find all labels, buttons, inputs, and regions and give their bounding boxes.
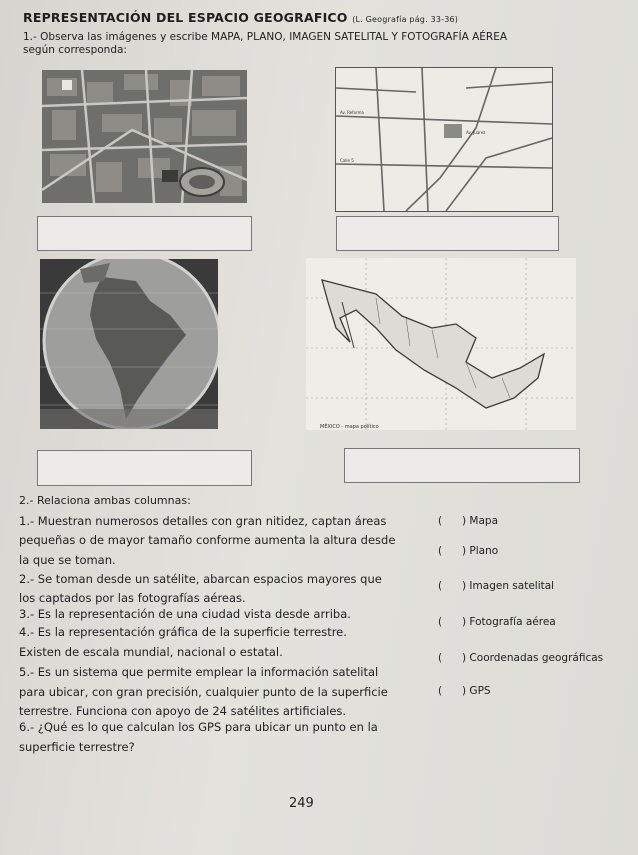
option-paren: ( [438,652,443,664]
option-plano[interactable] [438,545,498,557]
question-line: 4.- Es la representación gráfica de la superficie terrestre. [19,625,347,639]
option-paren: ( [438,515,443,527]
option-label: ) Coordenadas geográficas [462,652,604,664]
aerial-photo [42,70,247,203]
question-line: 1.- Muestran numerosos detalles con gran nitidez, captan áreas [19,514,387,528]
option-gps[interactable] [438,685,491,697]
page-title [23,10,623,25]
option-mapa[interactable] [438,515,498,527]
plan-street-label-3: Av. Juárez [466,130,486,135]
exercise2-heading: 2.- Relaciona ambas columnas: [19,494,191,507]
question-line: los captados por las fotografías aéreas. [19,591,246,605]
option-label: ) Mapa [462,515,499,527]
instruction-line-2: según corresponda: [23,44,127,56]
page-number: 249 [289,796,314,811]
instruction-line-1: 1.- Observa las imágenes y escribe MAPA, PLANO, IMAGEN SATELITAL Y FOTOGRAFÍA AÉREA [23,31,508,43]
title-text: REPRESENTACIÓN DEL ESPACIO GEOGRAFICO [23,10,348,25]
question-line: 6.- ¿Qué es lo que calculan los GPS para ubicar un punto en la [19,720,378,734]
answer-box-mexico-map[interactable] [344,448,580,483]
title-reference: (L. Geografía pág. 33-36) [352,15,459,24]
question-line: para ubicar, con gran precisión, cualquier punto de la superficie [19,685,388,699]
option-imagen-satelital[interactable] [438,580,554,592]
option-paren: ( [438,545,443,557]
plan-street-label-2: Calle 5 [340,158,354,163]
option-label: ) Plano [462,545,499,557]
option-label: ) GPS [462,685,491,697]
option-label: ) Fotografía aérea [462,616,556,628]
plan-street-label-1: Av. Reforma [340,110,364,115]
answer-box-city-plan[interactable] [336,216,559,251]
option-coordenadas-geograficas[interactable] [438,652,603,664]
question-line: 5.- Es un sistema que permite emplear la información satelital [19,665,379,679]
question-line: terrestre. Funciona con apoyo de 24 satélites artificiales. [19,704,347,718]
answer-box-satellite-image[interactable] [37,450,252,486]
answer-box-aerial-photo[interactable] [37,216,252,251]
question-line: pequeñas o de mayor tamaño conforme aumenta la altura desde [19,533,396,547]
option-paren: ( [438,580,443,592]
question-line: 2.- Se toman desde un satélite, abarcan espacios mayores que [19,572,382,586]
mexico-map [306,258,576,430]
question-line: Existen de escala mundial, nacional o estatal. [19,645,283,659]
option-paren: ( [438,685,443,697]
question-line: la que se toman. [19,553,116,567]
satellite-image [40,259,218,429]
question-line: superficie terrestre? [19,740,135,754]
option-fotografia-aerea[interactable] [438,616,556,628]
option-label: ) Imagen satelital [462,580,555,592]
question-line: 3.- Es la representación de una ciudad vista desde arriba. [19,607,351,621]
option-paren: ( [438,616,443,628]
exercise1-instruction [23,31,583,57]
city-plan [335,67,553,212]
mexico-map-label: MÉXICO - mapa político [320,424,379,430]
